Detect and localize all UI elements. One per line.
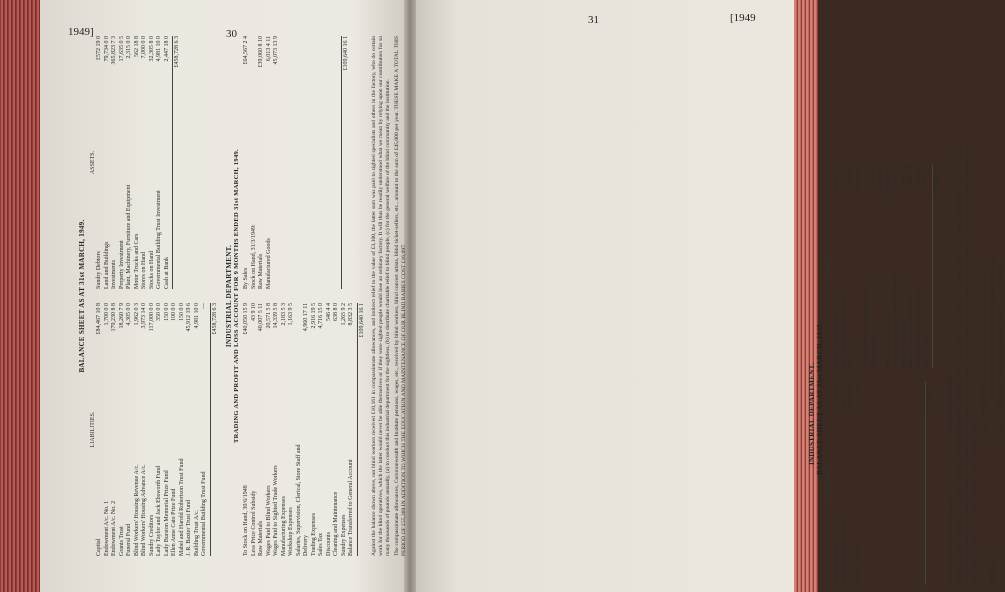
right-asset-row (863, 165, 871, 368)
left-liability-amount: 18,260 7 9 (118, 303, 125, 329)
trading-debits-total-row (359, 303, 367, 556)
left-liability-item: Mabel and Harold Robertson Trust Fund (178, 458, 185, 556)
right-asset-item: Sundry Trade Debtors (833, 314, 839, 368)
left-asset-amount: £572 19 0 (96, 36, 102, 60)
right-liability-row (856, 382, 864, 585)
auditor-line-1: G. K. STEVENSON, Chartered Accountant (Aust.), of the firm of (982, 276, 988, 435)
trading-credit-row (273, 36, 281, 289)
left-assets-label: ASSETS. (90, 150, 96, 175)
left-asset-row (156, 36, 164, 289)
left-asset-amount: 7,000 0 0 (141, 36, 147, 59)
trading-debit-row (326, 303, 334, 556)
trading-debit-item: Sales Tax (318, 533, 324, 556)
trading-debit-row (303, 303, 311, 556)
right-liability-item: Sundry Creditors (855, 543, 862, 585)
right-asset-item: Stock on Hand, Wholesale Purchases, etc. (893, 267, 899, 368)
left-liability-item: J. R. Baxter Trust Fund (186, 499, 192, 556)
right-balance-sheet-title: BALANCE SHEET AS AT 31st MARCH, 1949. (816, 321, 824, 475)
right-asset-item: Stocks on Hand at Cost (885, 311, 892, 368)
left-asset-item: Governmental Building Trust Investment (156, 190, 162, 289)
left-asset-item: Sundry Debtors (96, 251, 102, 289)
left-asset-amount: 562 18 8 (133, 36, 140, 57)
left-rotated-content (78, 36, 408, 556)
trading-debit-amount: 4,716 15 0 (318, 303, 324, 329)
right-asset-item: vision (848, 353, 854, 368)
left-asset-amount: 365,823 7 3 (111, 36, 117, 65)
trading-debits-column (243, 303, 366, 556)
left-liability-item: Lady Burston Memorial Prize Fund (163, 470, 170, 556)
trading-debit-amount: 40,007 5 11 (258, 303, 264, 332)
trading-debit-amount: 4,960 17 11 (303, 303, 309, 332)
left-liability-row (149, 303, 157, 556)
left-liability-amount: 45,912 19 6 (186, 303, 192, 332)
treasurer-and-auditors-heading (947, 45, 955, 585)
left-liability-item: Governmental Building Trust Fund (201, 471, 207, 556)
trading-debit-item: Cleaning and Maintenance (333, 491, 339, 556)
left-liability-amount: 1,700 0 0 (103, 303, 110, 326)
right-liability-amount: 37 4 8 (855, 382, 862, 397)
trading-credits-total: £109,640 16 1 (342, 36, 349, 71)
auditor-line-3: O. R. MACDONALD, Chartered Accountant (Aust.). (998, 306, 1004, 435)
left-liability-row (186, 303, 194, 556)
right-asset-amount: 5,460 0 0 (900, 165, 907, 188)
left-asset-item: Property Investment (118, 240, 125, 289)
right-asset-amount: 700 0 0 (848, 165, 854, 183)
trading-debit-item: Workshop Expenses (288, 507, 294, 556)
right-asset-row (841, 165, 849, 368)
left-industrial-title: INDUSTRIAL DEPARTMENT. (225, 244, 233, 348)
left-asset-item: Investments (111, 260, 117, 289)
left-liability-item: Capital (96, 538, 102, 556)
left-liability-item: Endowment A/c. No. 1 (103, 500, 110, 556)
left-liabilities-column (90, 303, 219, 556)
right-asset-item: Cash in Hand (923, 335, 929, 368)
trading-account-title: TRADING AND PROFIT AND LOSS ACCOUNT FOR 9 MONTHS ENDED 31st MARCH, 1949. (233, 148, 240, 444)
left-liability-row (119, 303, 127, 556)
left-liability-row (126, 303, 134, 556)
trading-debit-amount: 2,183 5 3 (280, 303, 287, 326)
right-industrial-title: INDUSTRIAL DEPARTMENT. (808, 362, 816, 465)
right-liabilities-total-row (927, 382, 935, 585)
left-liability-item: Sundry Creditors (148, 514, 155, 556)
right-liability-amount: 14,215 9 9 (840, 382, 847, 408)
trading-debit-row (318, 303, 326, 556)
right-asset-amount: 8,60 0 0 (908, 165, 914, 185)
left-liability-item: Ellen Anne Cato Prize Fund (171, 488, 177, 556)
left-liabilities-total: £458,728 6 3 (211, 303, 218, 335)
right-asset-row (923, 165, 931, 368)
trading-debit-row (333, 303, 341, 556)
left-liability-amount: — (201, 303, 207, 309)
trading-debit-row (341, 303, 349, 556)
left-asset-row (149, 36, 157, 289)
trading-debit-row (296, 303, 304, 556)
left-asset-amount: 4,981 10 0 (156, 36, 162, 62)
right-asset-amount: 200 0 0 (923, 165, 929, 183)
right-asset-amount: 200 18 8 (915, 165, 922, 186)
trading-debit-item: Wages Paid to Sighted Trade Workers (273, 465, 279, 556)
right-liability-row (848, 382, 856, 585)
trading-debit-item: Salaries, Supervision, Clerical, Store Staff and (295, 444, 302, 556)
trading-debit-amount: 1,163 9 5 (288, 303, 294, 326)
trading-credits-total-row (343, 36, 351, 289)
left-assets-column (90, 36, 219, 289)
left-liability-row (194, 303, 202, 556)
right-asset-row (871, 165, 879, 368)
trading-credit-item: Manufactured Goods (265, 238, 272, 289)
left-liability-amount: 117,000 0 0 (148, 303, 155, 332)
trading-debit-amount: 1,265 9 2 (340, 303, 347, 326)
left-liability-amount: £84,467 10 8 (96, 303, 102, 335)
auditors-word: Auditors. (998, 263, 1004, 287)
left-liability-amount: 4,981 10 0 (193, 303, 200, 329)
right-asset-item: Less Trade and Discount Pro- (840, 296, 847, 368)
trading-credit-row (243, 36, 251, 289)
auditors-report-text: We have examined the Books and Accounts of the Royal Victorian Institute for the Blind for the 9 months from 1st July, 1948, to 31st March, 1949, and we hereby report that, in our opinion, they are properly kept and that the financial condition of the Institution, as disclosed by these Balance Sheets and Statements are correctly made up, and truly repre- sent the financial position of the Royal Victorian Institute for the Blind, as shown by the Institution's books. (957, 145, 977, 585)
trading-credit-row (251, 36, 259, 289)
trading-debit-item: Less Price Control Subsidy (250, 490, 257, 556)
left-liability-item: Blind Workers' Housing Advance A/c. (141, 464, 147, 556)
right-asset-row (916, 165, 924, 368)
trading-credit-item: Stock on Hand, 31/3/1949: (250, 224, 257, 289)
left-asset-row (134, 36, 142, 289)
left-liability-amount: 3,973 14 0 (141, 303, 147, 329)
left-liability-amount: 150 0 0 (178, 303, 185, 321)
trading-debit-amount: 8,832 3 5 (348, 303, 354, 326)
left-liability-row (171, 303, 179, 556)
trading-credit-row (266, 36, 274, 289)
trading-debit-row (243, 303, 251, 556)
trading-debit-row (288, 303, 296, 556)
left-liability-amount: 100 0 0 (171, 303, 177, 321)
trading-debit-item: Delivery (303, 535, 309, 556)
left-asset-row (164, 36, 172, 289)
right-asset-amount: £12,137 0 3 (878, 165, 884, 194)
left-liability-row (164, 303, 172, 556)
left-liability-row (111, 303, 119, 556)
right-asset-amount: 3,169 0 0 (893, 165, 899, 188)
right-page (412, 0, 794, 592)
left-liabilities-total-row (212, 303, 220, 556)
trading-debit-row (348, 303, 356, 556)
left-asset-row (104, 36, 112, 289)
left-asset-amount: 32,305 8 0 (148, 36, 155, 62)
trading-credit-amount: £39,060 8 10 (258, 36, 264, 68)
right-liabilities-total: £65,593 10 2 (927, 382, 933, 414)
compassionate-paragraph-2: The compassionate allowances, Commonwealth and Institute pensions, wages, etc., received by blind workers, blind concert artists, blind ticket-sellers, etc., amount to the sum of £45,000 per year. THESE MAKE A TOTAL THIS PERIOD OF £55,389 IN ADDITION TO WHICH THE EDUCATION AND MAINTENANCE OF OUR BLIND BABIES COST £16,097. (394, 36, 407, 556)
left-page-number: 30 (226, 28, 237, 40)
right-asset-item: Sundry Debtors, Housing Loans to (863, 284, 869, 368)
left-asset-row (126, 36, 134, 289)
left-liability-amount: 179,230 8 8 (111, 303, 117, 332)
left-asset-row (96, 36, 104, 289)
trading-credit-item: By Sales (243, 267, 249, 289)
trading-debit-amount: 14,339 5 8 (273, 303, 279, 329)
right-assets-total-row (934, 165, 942, 368)
right-liability-row (833, 382, 841, 585)
left-asset-amount: 2,447 18 0 (163, 36, 170, 62)
trading-debit-row (273, 303, 281, 556)
left-liability-item: Blind Workers' Housing Revenue A/c. (133, 464, 140, 556)
trading-credits-column (243, 36, 366, 289)
right-asset-item: Motor Trucks and Motor Cars (908, 295, 914, 368)
right-page-number: 31 (588, 14, 599, 26)
right-asset-row (901, 165, 909, 368)
page-edges-left (0, 0, 42, 592)
left-asset-amount: 2,315 0 0 (126, 36, 132, 59)
trading-debit-row (266, 303, 274, 556)
right-asset-row (908, 165, 916, 368)
trading-debit-amount: 20,571 5 8 (265, 303, 272, 329)
right-liability-row (841, 382, 849, 585)
left-assets-total-row (174, 36, 182, 289)
left-asset-amount: 17,635 0 5 (118, 36, 125, 62)
right-assets-column (827, 165, 941, 368)
right-liability-item: Capital Account (833, 546, 839, 585)
trading-credit-amount: 6,013 4 11 (265, 36, 272, 62)
right-asset-amount: 3,973 14 0 (870, 165, 877, 191)
compassionate-paragraph-1: Against the balance shown above, our blind workers received £10,161 in compassionate allowances, and indirect relief to the value of £3,100, the latter sum was paid to sighted specialists and others in the factory, who do certain work for the blind operatives, which the latter would never be able themselves or if they were sighted people would lose an ordinary factory. It will thus be readily understood what we mean by relying upon our contributors for so many thousands of pounds annually, (a) to conduct this industrial department for the sightless, (b) to distribute charitable relief to blind people, (c) for the general welfare of the blind community and the institution. (371, 36, 391, 556)
right-asset-amount: £8,863 6 3 (833, 165, 839, 191)
trading-debit-row (311, 303, 319, 556)
left-liability-row (141, 303, 149, 556)
right-assets-label: ASSETS. (827, 254, 833, 279)
trading-debit-row (251, 303, 259, 556)
right-asset-row (848, 165, 856, 368)
right-asset-amount: 45,073 13 9 (885, 165, 892, 194)
right-liabilities-label: LIABILITIES. (827, 465, 833, 502)
left-asset-item: Cash at Bank (163, 257, 170, 289)
left-asset-row (141, 36, 149, 289)
trading-debit-item: Raw Materials (258, 520, 264, 556)
left-liabilities-label: LIABILITIES. (90, 411, 96, 448)
left-assets-total: £458,728 6 3 (174, 36, 180, 68)
trading-debit-item: Discounts (325, 532, 332, 556)
right-asset-item: Office Equipment, Stationery, etc. (915, 286, 922, 368)
right-liability-item: Funds Adjustment Account (840, 519, 847, 585)
trading-debit-row (281, 303, 289, 556)
auditor-line-2: G. MARQUAND & SON, Chartered Accountants (Aust.). (990, 255, 996, 395)
trading-debit-amount: 638 8 0 (333, 303, 339, 321)
left-asset-item: Motor Trucks and Cars (133, 233, 140, 289)
left-asset-item: Stocks on Hand (148, 251, 155, 289)
left-year-header: 1949] (68, 26, 94, 38)
trading-debits-total: £109,640 16 1 (358, 303, 365, 338)
trading-debit-item: Balance Transferred to General Account (348, 459, 354, 556)
right-asset-row (833, 165, 841, 368)
right-asset-row (878, 165, 886, 368)
left-liability-item: Endowment A/c. No. 2 (111, 500, 117, 556)
left-liability-row (156, 303, 164, 556)
right-assets-total: £65,593 10 2 (933, 165, 940, 197)
left-asset-amount: 79,734 0 0 (103, 36, 110, 62)
trading-debit-amount: 546 4 4 (325, 303, 332, 321)
left-liability-row (104, 303, 112, 556)
trading-debit-item: Wages Paid to Blind Workers (265, 485, 272, 556)
left-liability-row (134, 303, 142, 556)
left-liability-item: Funeral Fund (126, 523, 132, 556)
auditor-line-3-row (997, 45, 1005, 435)
right-asset-item: Machinery and Plant (900, 318, 907, 368)
left-liability-item: Grants Trust (118, 526, 125, 556)
left-balance-sheet-table (90, 36, 219, 556)
trading-debit-item: Trading Expenses (310, 513, 317, 556)
left-liability-amount: 150 0 0 (163, 303, 170, 321)
trading-debit-item: To Stock on Hand, 30/6/1948 (243, 485, 249, 556)
right-liabilities-column (827, 382, 941, 585)
left-liability-item: Lady Taylor and Jack Ebsworth Fund (156, 466, 162, 556)
trading-debit-item: Sundry Expenses (340, 514, 347, 556)
left-asset-item: Stores on Hand (141, 252, 147, 289)
trading-credit-amount: 45,073 13 9 (273, 36, 279, 65)
report-date: 17th May, 1949. (990, 545, 996, 585)
trading-credit-item: Raw Materials (258, 253, 264, 289)
left-asset-item: Plant, Machinery, Furniture and Equipment (126, 184, 132, 289)
right-balance-sheet-table (827, 165, 941, 585)
right-liability-amount: £51,340 16 3 (833, 382, 839, 414)
trading-credit-row (258, 36, 266, 289)
left-asset-row (111, 36, 119, 289)
left-liability-amount: 350 0 0 (156, 303, 162, 321)
left-balance-sheet-title: BALANCE SHEET AS AT 31st MARCH, 1949. (78, 219, 86, 373)
treasurer-signature: PERCY W. BRIGGS, Hon. Treasurer. (948, 494, 954, 585)
trading-credit-amount: £64,567 2 4 (243, 36, 249, 65)
trading-account-table (243, 36, 366, 556)
trading-debit-row (258, 303, 266, 556)
left-asset-item: Land and Buildings (103, 241, 110, 289)
left-liability-row (96, 303, 104, 556)
left-asset-row (119, 36, 127, 289)
trading-debit-amount: 43 9 10 (250, 303, 257, 321)
left-liability-item: Building Trust A/c. (193, 509, 200, 556)
left-liability-amount: 1,962 0 3 (133, 303, 140, 326)
left-liability-row (201, 303, 209, 556)
right-asset-row (856, 165, 864, 368)
right-asset-row (886, 165, 894, 368)
trading-debit-item: Manufacturing Expenses (280, 496, 287, 556)
right-liability-amount: £65,556 6 0 (848, 382, 854, 411)
left-liability-amount: 4,305 0 0 (126, 303, 132, 326)
right-year-header: [1949 (730, 12, 756, 24)
trading-debit-amount: £40,050 15 9 (243, 303, 249, 335)
right-asset-row (893, 165, 901, 368)
auditors-report-title: AUDITORS' REPORT. (948, 373, 954, 435)
right-asset-amount: £8,163 6 3 (855, 165, 862, 191)
left-liability-row (179, 303, 187, 556)
right-rotated-content (808, 45, 1004, 585)
right-asset-item: Blind Workers (870, 333, 877, 368)
trading-debit-amount: 2,916 19 5 (310, 303, 317, 329)
